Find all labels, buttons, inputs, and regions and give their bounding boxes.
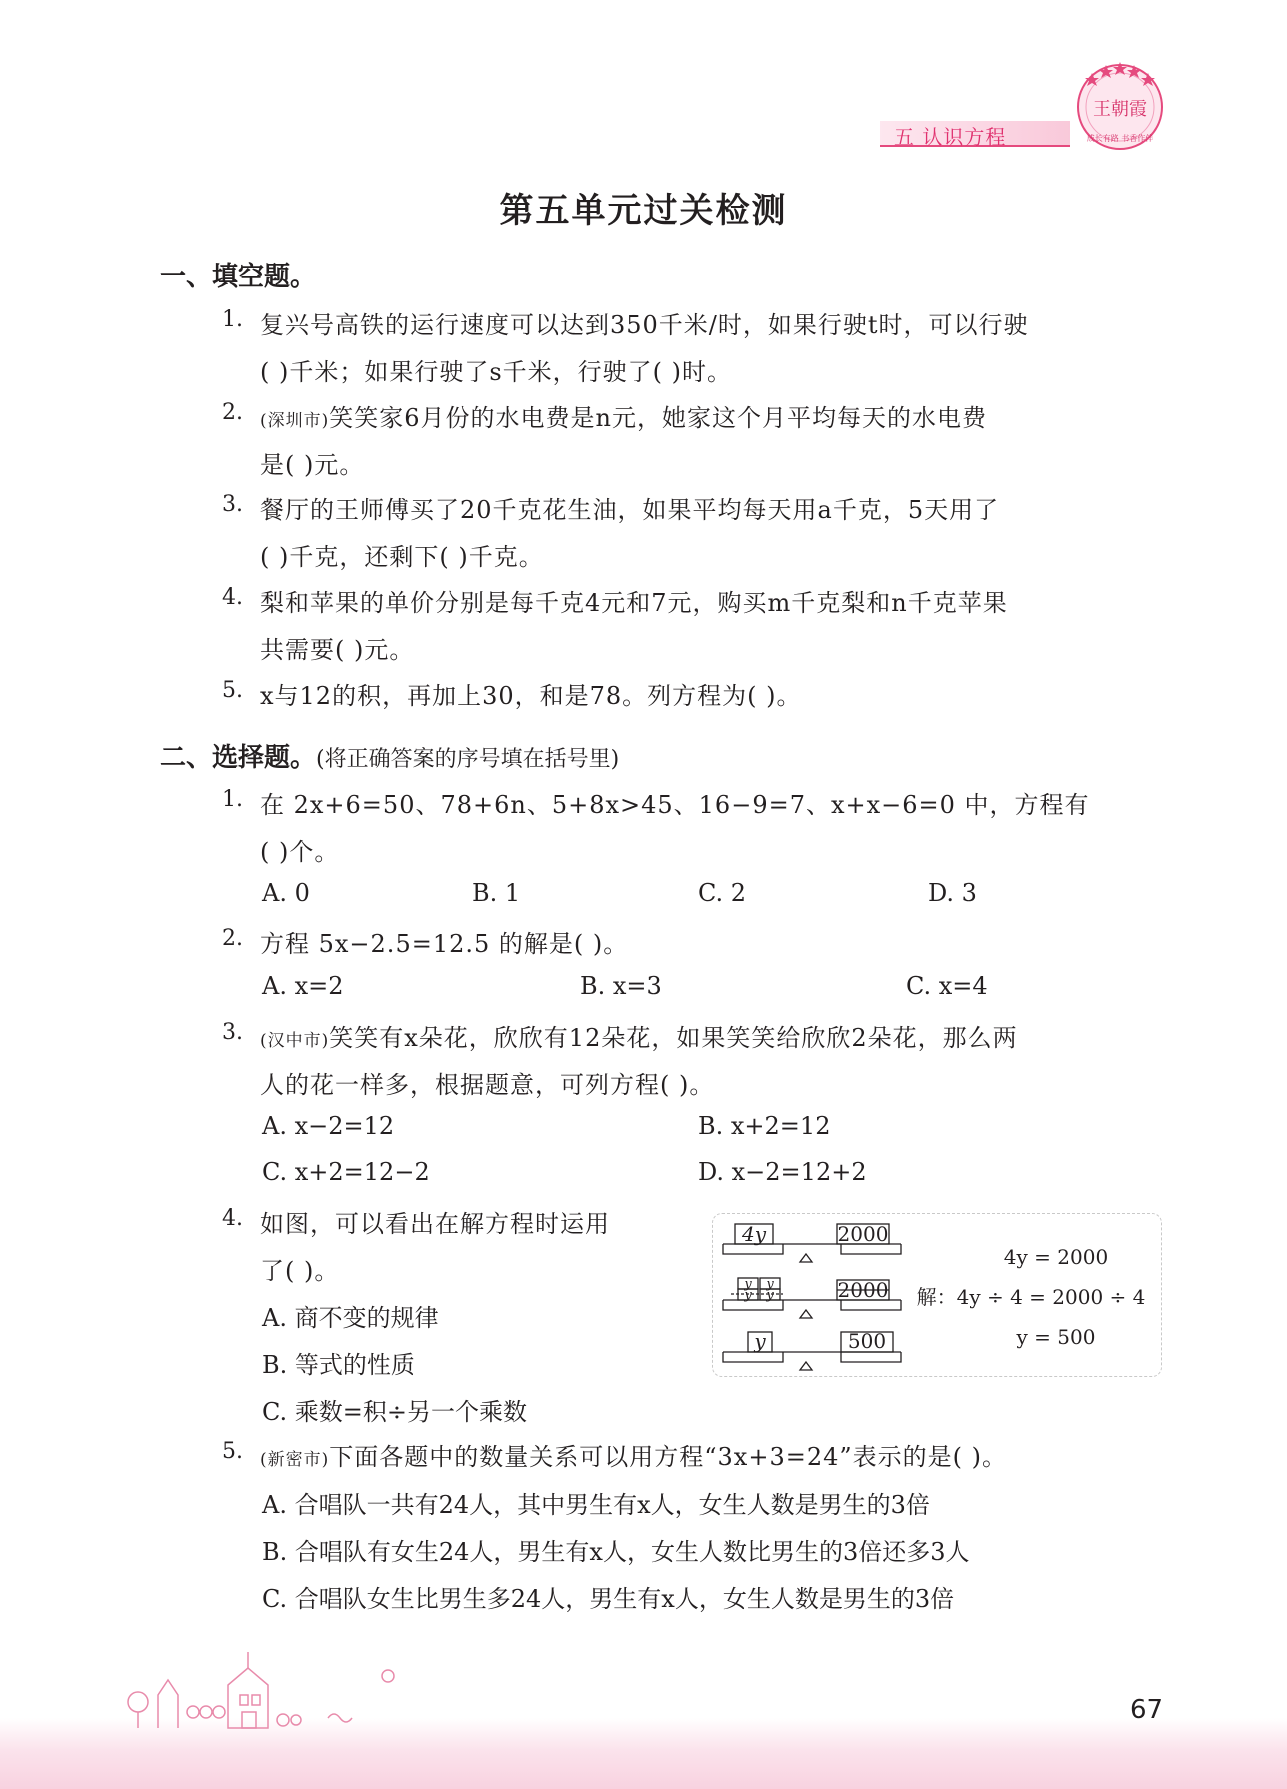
section-heading-fill-blank: 一、填空题。 [160, 262, 317, 292]
option-a: A. x=2 [262, 972, 344, 1000]
question-number: 1. [222, 307, 243, 332]
equation-line: 4y = 2000 [1003, 1245, 1109, 1269]
question-line: 在 2x+6=50、78+6n、5+8x>45、16−9=7、x+x−6=0 中，方程有 [260, 791, 1090, 819]
region-tag: (汉中市) [260, 1031, 330, 1051]
option-d: D. 3 [928, 879, 977, 907]
question-number: 5. [222, 1439, 243, 1464]
scale1-right-label: 2000 [837, 1222, 889, 1246]
question-number: 3. [222, 1020, 243, 1045]
section-heading-multiple-choice: 二、选择题。(将正确答案的序号填在括号里) [160, 743, 620, 773]
option-c: C. 合唱队女生比男生多24人，男生有x人，女生人数是男生的3倍 [262, 1585, 955, 1613]
question-line: 了( )。 [260, 1257, 340, 1285]
question-line: 如图，可以看出在解方程时运用 [260, 1210, 610, 1238]
logo-motto: 成长有路 书香作伴 [1086, 134, 1154, 143]
question-line: 笑笑家6月份的水电费是n元，她家这个月平均每天的水电费 [329, 404, 987, 432]
question-line: 笑笑有x朵花，欣欣有12朵花，如果笑笑给欣欣2朵花，那么两 [329, 1024, 1018, 1052]
question-number: 1. [222, 787, 243, 812]
question-line: 共需要( )元。 [260, 636, 415, 664]
balance-figure [712, 1213, 1162, 1377]
logo-text: 王朝霞 [1093, 99, 1147, 120]
unit-label: 五 认识方程 [894, 125, 1007, 149]
question-number: 2. [222, 926, 243, 951]
question-number: 4. [222, 1206, 243, 1231]
option-a: A. 合唱队一共有24人，其中男生有x人，女生人数是男生的3倍 [262, 1491, 930, 1519]
scale1-left-label: 4y [741, 1222, 767, 1246]
question-line: 复兴号高铁的运行速度可以达到350千米/时，如果行驶t时，可以行驶 [260, 311, 1029, 339]
scale2-left-label: y [744, 1288, 752, 1303]
question-line: x与12的积，再加上30，和是78。列方程为( )。 [260, 682, 802, 710]
scale3-left-label: y [754, 1329, 766, 1353]
scale3-right-label: 500 [847, 1329, 887, 1353]
option-b: B. 等式的性质 [262, 1351, 415, 1379]
question-line: 人的花一样多，根据题意，可列方程( )。 [260, 1071, 715, 1099]
scale2-left-label: y [766, 1288, 774, 1303]
option-d: D. x−2=12+2 [698, 1158, 867, 1186]
question-line: 方程 5x−2.5=12.5 的解是( )。 [260, 930, 629, 958]
option-b: B. 合唱队有女生24人，男生有x人，女生人数比男生的3倍还多3人 [262, 1538, 970, 1566]
scale2-left-label: y [766, 1277, 774, 1292]
option-b: B. x+2=12 [698, 1112, 831, 1140]
page-number: 67 [1130, 1695, 1164, 1725]
section-note: (将正确答案的序号填在括号里) [316, 747, 620, 772]
option-c: C. 乘数=积÷另一个乘数 [262, 1398, 527, 1426]
question-line: 下面各题中的数量关系可以用方程“3x+3=24”表示的是( )。 [329, 1443, 1007, 1471]
equation-line: 解：4y ÷ 4 = 2000 ÷ 4 [916, 1285, 1146, 1309]
question-line: 是( )元。 [260, 451, 365, 479]
town-illustration [118, 1640, 418, 1730]
question-number: 5. [222, 678, 243, 703]
question-number: 3. [222, 492, 243, 517]
region-tag: (新密市) [260, 1450, 330, 1470]
option-a: A. 商不变的规律 [262, 1304, 439, 1332]
option-c: C. 2 [698, 879, 747, 907]
question-line: 餐厅的王师傅买了20千克花生油，如果平均每天用a千克，5天用了 [260, 496, 1000, 524]
equation-line: y = 500 [1016, 1325, 1096, 1349]
option-b: B. 1 [472, 879, 521, 907]
option-c: C. x+2=12−2 [262, 1158, 430, 1186]
scale2-right-label: 2000 [837, 1278, 889, 1302]
region-tag: (深圳市) [260, 411, 330, 431]
question-line: ( )千米；如果行驶了s千米，行驶了( )时。 [260, 358, 733, 386]
question-line: 梨和苹果的单价分别是每千克4元和7元，购买m千克梨和n千克苹果 [260, 589, 1008, 617]
question-number: 4. [222, 585, 243, 610]
option-a: A. x−2=12 [262, 1112, 395, 1140]
option-a: A. 0 [262, 879, 310, 907]
unit-tab [880, 121, 1090, 151]
option-b: B. x=3 [580, 972, 662, 1000]
question-line: ( )千克，还剩下( )千克。 [260, 543, 544, 571]
scale2-left-label: y [744, 1277, 752, 1292]
page-title: 第五单元过关检测 [499, 191, 788, 231]
option-c: C. x=4 [906, 972, 988, 1000]
question-number: 2. [222, 400, 243, 425]
question-line: ( )个。 [260, 838, 340, 866]
